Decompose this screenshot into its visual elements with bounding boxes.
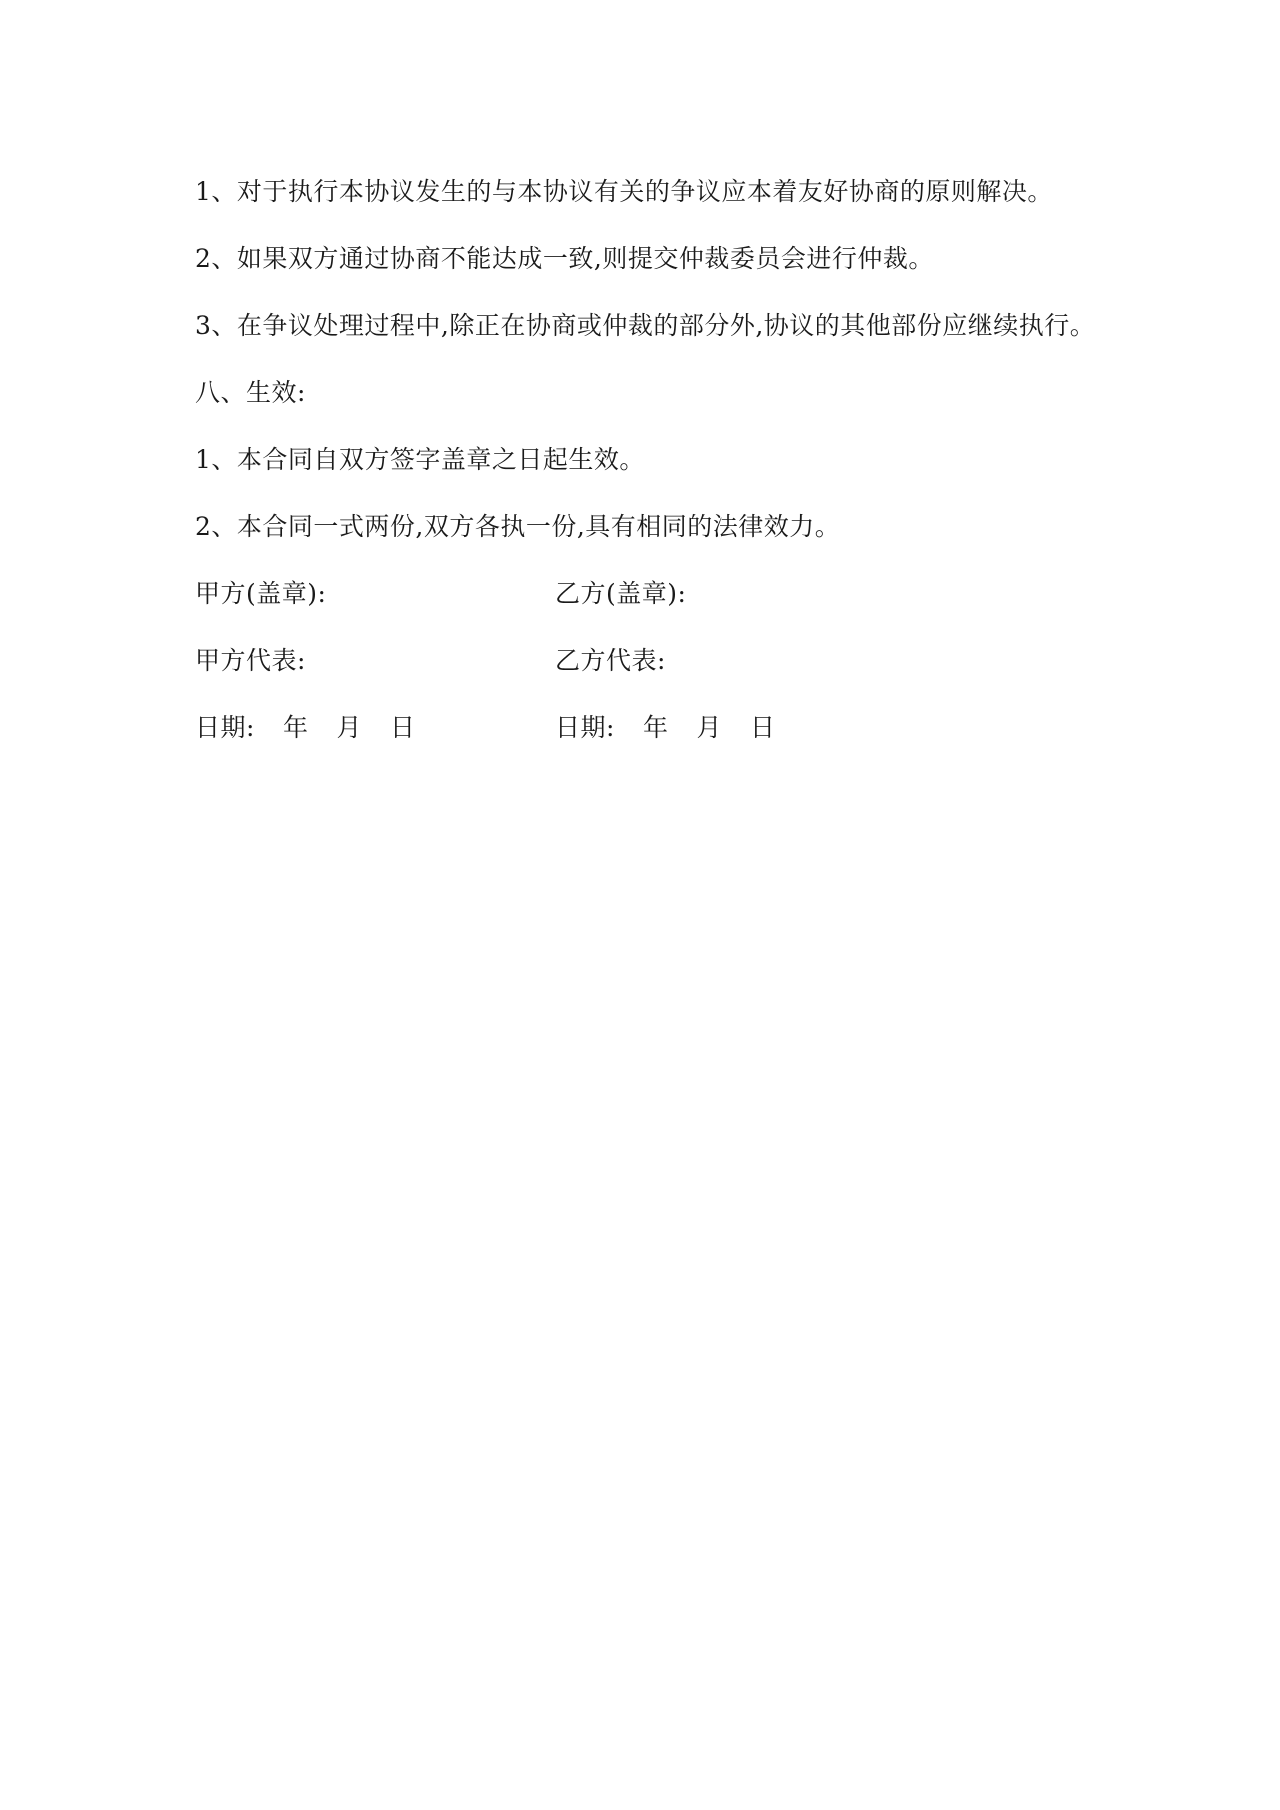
party-b-seal-label: 乙方(盖章): [555, 579, 687, 608]
year-label: 年 [642, 713, 669, 742]
party-a-representative-label: 甲方代表: [195, 646, 306, 675]
party-b-date [555, 712, 775, 744]
effect-clause-1: 1、本合同自双方签字盖章之日起生效。 [195, 445, 645, 474]
section-heading-effect: 八、生效: [195, 378, 306, 407]
dispute-clause-2: 2、如果双方通过协商不能达成一致,则提交仲裁委员会进行仲裁。 [195, 244, 934, 273]
party-a-date [195, 712, 415, 744]
year-label: 年 [282, 713, 309, 742]
date-label: 日期: [555, 713, 615, 742]
month-label: 月 [336, 713, 362, 742]
date-label: 日期: [195, 713, 255, 742]
month-label: 月 [696, 713, 722, 742]
party-b-representative-label: 乙方代表: [555, 646, 666, 675]
party-a-seal-label: 甲方(盖章): [195, 579, 327, 608]
dispute-clause-1: 1、对于执行本协议发生的与本协议有关的争议应本着友好协商的原则解决。 [195, 177, 1053, 206]
dispute-clause-3: 3、在争议处理过程中,除正在协商或仲裁的部分外,协议的其他部份应继续执行。 [195, 311, 1096, 340]
day-label: 日 [389, 713, 416, 742]
effect-clause-2: 2、本合同一式两份,双方各执一份,具有相同的法律效力。 [195, 512, 841, 541]
day-label: 日 [749, 713, 776, 742]
